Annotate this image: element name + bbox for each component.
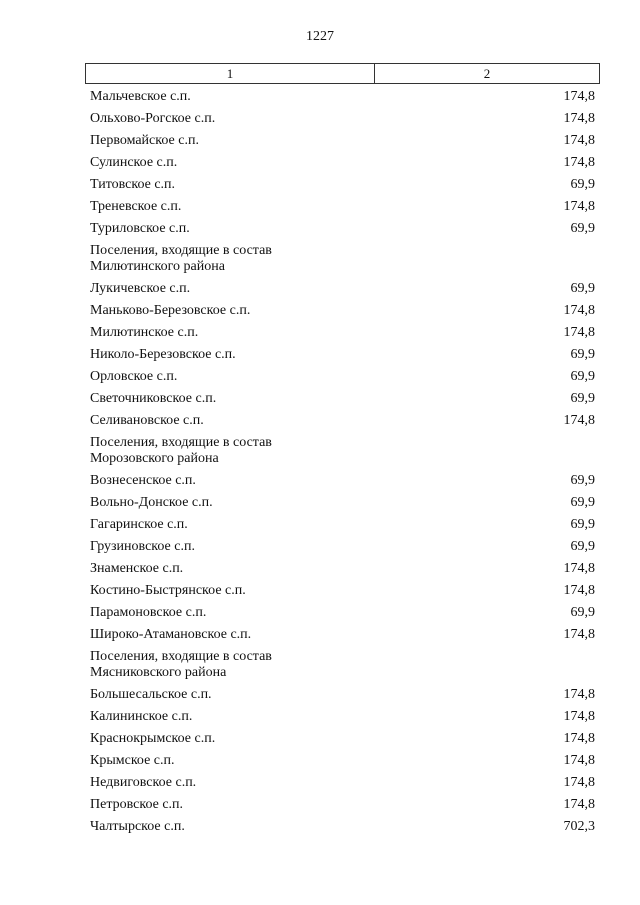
- row-value: 174,8: [563, 753, 595, 768]
- row-name: Вознесенское с.п.: [90, 473, 196, 488]
- table-row: [90, 241, 595, 279]
- table-row: [90, 817, 595, 839]
- table-row: [90, 433, 595, 471]
- row-value: 174,8: [563, 687, 595, 702]
- table-row: [90, 301, 595, 323]
- row-value: 69,9: [570, 495, 595, 510]
- row-value: 174,8: [563, 413, 595, 428]
- row-name: Милютинское с.п.: [90, 325, 199, 340]
- row-name: Треневское с.п.: [90, 199, 182, 214]
- table-row: [90, 345, 595, 367]
- row-name: Чалтырское с.п.: [90, 819, 185, 834]
- row-value: 174,8: [563, 627, 595, 642]
- row-name: Костино-Быстрянское с.п.: [90, 583, 246, 598]
- table-row: [90, 389, 595, 411]
- row-value: 174,8: [563, 325, 595, 340]
- row-name: Грузиновское с.п.: [90, 539, 195, 554]
- row-name: Гагаринское с.п.: [90, 517, 188, 532]
- row-value: 174,8: [563, 709, 595, 724]
- table-row: [90, 87, 595, 109]
- table-row: [90, 625, 595, 647]
- table-header: [85, 63, 600, 84]
- row-value: 174,8: [563, 199, 595, 214]
- table-row: [90, 795, 595, 817]
- column-header-1: 1: [86, 64, 375, 83]
- table-row: [90, 773, 595, 795]
- table-row: [90, 707, 595, 729]
- row-value: 702,3: [563, 819, 595, 834]
- row-name: Туриловское с.п.: [90, 221, 190, 236]
- row-name: Селивановское с.п.: [90, 413, 204, 428]
- row-name: Орловское с.п.: [90, 369, 178, 384]
- row-name: Парамоновское с.п.: [90, 605, 207, 620]
- row-name: Петровское с.п.: [90, 797, 184, 812]
- row-value: 174,8: [563, 583, 595, 598]
- table-row: [90, 175, 595, 197]
- row-name: Широко-Атамановское с.п.: [90, 627, 252, 642]
- row-value: 69,9: [570, 605, 595, 620]
- row-name: Крымское с.п.: [90, 753, 175, 768]
- table-row: [90, 153, 595, 175]
- row-name: Первомайское с.п.: [90, 133, 199, 148]
- table-row: [90, 515, 595, 537]
- row-value: 69,9: [570, 177, 595, 192]
- row-name: Недвиговское с.п.: [90, 775, 197, 790]
- column-header-2: 2: [483, 66, 491, 81]
- table-row: [90, 197, 595, 219]
- table-row: [90, 323, 595, 345]
- table-row: [90, 493, 595, 515]
- row-name: Поселения, входящие в состав Милютинского района: [90, 243, 272, 274]
- row-name: Краснокрымское с.п.: [90, 731, 216, 746]
- row-value: 174,8: [563, 731, 595, 746]
- row-name: Поселения, входящие в состав Морозовского района: [90, 435, 272, 466]
- table-row: [90, 685, 595, 707]
- row-value: 174,8: [563, 303, 595, 318]
- row-value: 69,9: [570, 221, 595, 236]
- table-row: [90, 581, 595, 603]
- table-row: [90, 751, 595, 773]
- row-value: 174,8: [563, 133, 595, 148]
- row-name: Большесальское с.п.: [90, 687, 212, 702]
- table-row: [90, 131, 595, 153]
- page-number: 1227: [306, 29, 334, 44]
- row-name: Знаменское с.п.: [90, 561, 184, 576]
- row-value: 69,9: [570, 517, 595, 532]
- row-value: 69,9: [570, 539, 595, 554]
- row-name: Вольно-Донское с.п.: [90, 495, 213, 510]
- table-row: [90, 647, 595, 685]
- row-value: 69,9: [570, 473, 595, 488]
- row-name: Сулинское с.п.: [90, 155, 178, 170]
- table-row: [90, 219, 595, 241]
- table-row: [90, 537, 595, 559]
- table-row: [90, 367, 595, 389]
- table-row: [90, 729, 595, 751]
- row-value: 174,8: [563, 797, 595, 812]
- table-row: [90, 603, 595, 625]
- row-name: Светочниковское с.п.: [90, 391, 217, 406]
- row-name: Титовское с.п.: [90, 177, 176, 192]
- row-name: Маньково-Березовское с.п.: [90, 303, 251, 318]
- row-value: 69,9: [570, 391, 595, 406]
- row-name: Мальчевское с.п.: [90, 89, 191, 104]
- row-value: 69,9: [570, 281, 595, 296]
- row-value: 174,8: [563, 561, 595, 576]
- row-value: 174,8: [563, 775, 595, 790]
- table-row: [90, 279, 595, 301]
- row-value: 69,9: [570, 347, 595, 362]
- table-row: [90, 471, 595, 493]
- row-name: Поселения, входящие в состав Мясниковского района: [90, 649, 272, 680]
- row-name: Лукичевское с.п.: [90, 281, 191, 296]
- row-name: Ольхово-Рогское с.п.: [90, 111, 216, 126]
- row-value: 174,8: [563, 89, 595, 104]
- row-value: 174,8: [563, 155, 595, 170]
- table-row: [90, 411, 595, 433]
- row-value: 174,8: [563, 111, 595, 126]
- table-row: [90, 559, 595, 581]
- row-value: 69,9: [570, 369, 595, 384]
- row-name: Николо-Березовское с.п.: [90, 347, 236, 362]
- table-row: [90, 109, 595, 131]
- table-body: [90, 87, 595, 839]
- row-name: Калининское с.п.: [90, 709, 193, 724]
